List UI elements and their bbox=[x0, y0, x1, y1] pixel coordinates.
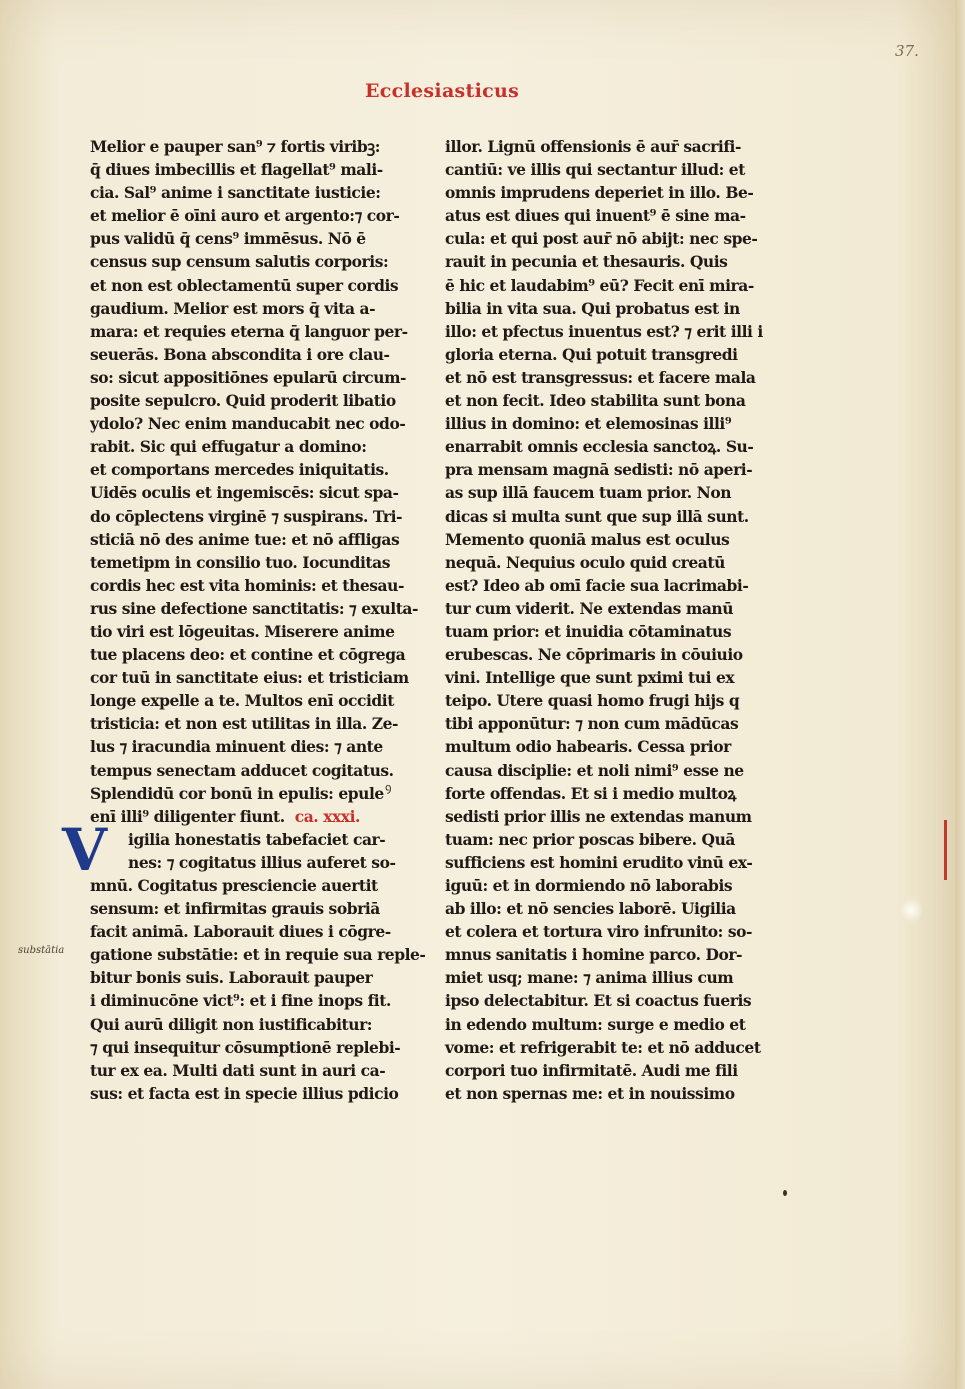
text-line: gaudium. Melior est mors q̄ vita a- bbox=[90, 298, 376, 318]
text-line: cula: et qui post aur̄ nō abijt: nec spe- bbox=[445, 229, 758, 249]
folio-number: 37. bbox=[895, 42, 919, 60]
text-line: illor. Lignū offensionis ē aur̄ sacrifi- bbox=[445, 137, 741, 156]
text-line: tristicia: et non est utilitas in illa. Ze- bbox=[90, 714, 399, 734]
text-line: et non fecit. Ideo stabilita sunt bona bbox=[445, 391, 746, 411]
text-line: ipso delectabitur. Et si coactus fueris bbox=[445, 991, 752, 1011]
text-line: tur cum viderit. Ne extendas manū bbox=[445, 598, 734, 618]
text-line: ⁊ qui insequitur cōsumptionē replebi- bbox=[90, 1037, 401, 1057]
text-line: rauit in pecunia et thesauris. Quis bbox=[445, 252, 728, 272]
ink-dot bbox=[783, 1190, 787, 1196]
left-column bbox=[90, 135, 426, 1105]
text-line: cordis hec est vita hominis: et thesau- bbox=[90, 575, 404, 595]
text-line: sedisti prior illis ne extendas manum bbox=[445, 806, 752, 826]
text-line: multum odio habearis. Cessa prior bbox=[445, 737, 731, 757]
text-line: rus sine defectione sanctitatis: ⁊ exulta- bbox=[90, 598, 418, 618]
text-line: cantiū: ve illis qui sectantur illud: et bbox=[445, 160, 745, 180]
page-edge bbox=[955, 0, 965, 1389]
decorated-initial: V bbox=[62, 816, 108, 884]
text-line: Memento quoniā malus est oculus bbox=[445, 529, 730, 549]
text-line: facit animā. Laborauit diues i cōgre- bbox=[90, 922, 391, 942]
text-line: do cōplectens virginē ⁊ suspirans. Tri- bbox=[90, 506, 402, 526]
text-line: atus est diues qui inuent⁹ ē sine ma- bbox=[445, 206, 746, 226]
text-line: ydolo? Nec enim manducabit nec odo- bbox=[90, 414, 406, 434]
text-line: census sup censum salutis corporis: bbox=[90, 252, 389, 272]
text-line: sufficiens est homini erudito vinū ex- bbox=[445, 852, 753, 872]
running-head: Ecclesiasticus bbox=[365, 80, 520, 102]
text-line: dicas si multa sunt que sup illā sunt. bbox=[445, 506, 749, 526]
text-line: Melior e pauper san⁹ ⁊ fortis viribꝫ: bbox=[90, 137, 380, 156]
paper-stain bbox=[900, 895, 922, 925]
text-line: illo: et pfectus inuentus est? ⁊ erit illi i bbox=[445, 321, 763, 341]
text-line: Uidēs oculis et ingemiscēs: sicut spa- bbox=[90, 483, 399, 503]
text-line: nes: ⁊ cogitatus illius auferet so- bbox=[128, 852, 396, 872]
text-line: est? Ideo ab omī facie sua lacrimabi- bbox=[445, 575, 749, 595]
chapter-rubric: ca. xxxi. bbox=[294, 806, 360, 826]
text-line: corpori tuo infirmitatē. Audi me fili bbox=[445, 1060, 738, 1080]
text-line: sensum: et infirmitas grauis sobriā bbox=[90, 899, 380, 919]
text-line: et colera et tortura viro infrunito: so- bbox=[445, 922, 752, 942]
text-line: i diminucōne vict⁹: et i fine inops fit. bbox=[90, 991, 391, 1011]
text-line: illius in domino: et elemosinas illi⁹ bbox=[445, 414, 732, 434]
text-line: cia. Sal⁹ anime i sanctitate iusticie: bbox=[90, 183, 381, 203]
text-line: so: sicut appositiōnes epularū circum- bbox=[90, 367, 407, 387]
text-line: et non spernas me: et in nouissimo bbox=[445, 1083, 735, 1103]
text-segment: enī illi⁹ diligenter fiunt. bbox=[90, 806, 285, 826]
text-line bbox=[90, 805, 390, 828]
text-line: gatione substātie: et in requie sua reple- bbox=[90, 945, 426, 965]
text-line: et comportans mercedes iniquitatis. bbox=[90, 460, 389, 480]
text-line: enarrabit omnis ecclesia sanctoꝝ. Su- bbox=[445, 437, 754, 457]
text-line: miet usq; mane: ⁊ anima illius cum bbox=[445, 968, 734, 988]
text-line: iguū: et in dormiendo nō laborabis bbox=[445, 876, 733, 895]
text-line: rabit. Sic qui effugatur a domino: bbox=[90, 437, 367, 457]
marginal-mark: ꝯ bbox=[385, 781, 392, 794]
text-line: mnū. Cogitatus presciencie auertit bbox=[90, 876, 378, 895]
text-line: tur ex ea. Multi dati sunt in auri ca- bbox=[90, 1060, 386, 1080]
text-line: causa disciplie: et noli nimi⁹ esse ne bbox=[445, 760, 744, 780]
text-line: mara: et requies eterna q̄ languor per- bbox=[90, 321, 408, 341]
text-line: forte offendas. Et si i medio multoꝝ bbox=[445, 783, 736, 803]
text-line: cor tuū in sanctitate eius: et tristiciam bbox=[90, 668, 409, 688]
text-line: tempus senectam adducet cogitatus. bbox=[90, 760, 394, 780]
text-line: igilia honestatis tabefaciet car- bbox=[128, 829, 386, 849]
text-line: gloria eterna. Qui potuit transgredi bbox=[445, 344, 738, 364]
text-line: posite sepulcro. Quid proderit libatio bbox=[90, 391, 396, 411]
text-line: teipo. Utere quasi homo frugi hijs q bbox=[445, 691, 740, 711]
text-line: tue placens deo: et contine et cōgrega bbox=[90, 645, 406, 665]
text-line: erubescas. Ne cōprimaris in cōuiuio bbox=[445, 645, 743, 665]
text-line: sus: et facta est in specie illius pdicio bbox=[90, 1083, 399, 1103]
text-line: tuam prior: et inuidia cōtaminatus bbox=[445, 621, 732, 641]
text-line: seuerās. Bona abscondita i ore clau- bbox=[90, 344, 390, 364]
text-line: as sup illā faucem tuam prior. Non bbox=[445, 483, 732, 503]
text-line: et melior ē oīni auro et argento:⁊ cor- bbox=[90, 206, 400, 226]
text-line: et non est oblectamentū super cordis bbox=[90, 275, 399, 295]
text-line: tibi apponūtur: ⁊ non cum mādūcas bbox=[445, 714, 739, 734]
text-line: nequā. Nequius oculo quid creatū bbox=[445, 552, 725, 572]
margin-gloss: substātia bbox=[18, 945, 65, 956]
text-line: bilia in vita sua. Qui probatus est in bbox=[445, 298, 740, 318]
text-line: Splendidū cor bonū in epulis: epule bbox=[90, 783, 384, 803]
text-line: temetipm in consilio tuo. Iocunditas bbox=[90, 552, 390, 572]
text-line: lus ⁊ iracundia minuent dies: ⁊ ante bbox=[90, 737, 383, 757]
text-line: vome: et refrigerabit te: et nō adducet bbox=[445, 1037, 761, 1057]
text-line: pus validū q̄ cens⁹ immēsus. Nō ē bbox=[90, 229, 366, 249]
red-edge-mark bbox=[944, 820, 947, 880]
text-line: bitur bonis suis. Laborauit pauper bbox=[90, 968, 373, 988]
text-line: q̄ diues imbecillis et flagellat⁹ mali- bbox=[90, 160, 383, 180]
text-line: ē hic et laudabim⁹ eū? Fecit enī mira- bbox=[445, 275, 754, 295]
text-line: longe expelle a te. Multos enī occidit bbox=[90, 691, 394, 711]
text-line: tuam: nec prior poscas bibere. Quā bbox=[445, 829, 736, 849]
text-line: ab illo: et nō sencies laborē. Uigilia bbox=[445, 899, 736, 919]
text-line: Qui aurū diligit non iustificabitur: bbox=[90, 1014, 373, 1034]
text-line: pra mensam magnā sedisti: nō aperi- bbox=[445, 460, 753, 480]
text-line: et nō est transgressus: et facere mala bbox=[445, 367, 756, 387]
text-line: tio viri est lōgeuitas. Miserere anime bbox=[90, 621, 395, 641]
text-line: mnus sanitatis i homine parco. Dor- bbox=[445, 945, 743, 965]
right-column bbox=[445, 135, 763, 1105]
text-line: in edendo multum: surge e medio et bbox=[445, 1014, 746, 1034]
text-line: omnis imprudens deperiet in illo. Be- bbox=[445, 183, 754, 203]
text-line: vini. Intellige que sunt pximi tui ex bbox=[445, 668, 735, 688]
text-line: sticiā nō des anime tue: et nō affligas bbox=[90, 529, 400, 549]
